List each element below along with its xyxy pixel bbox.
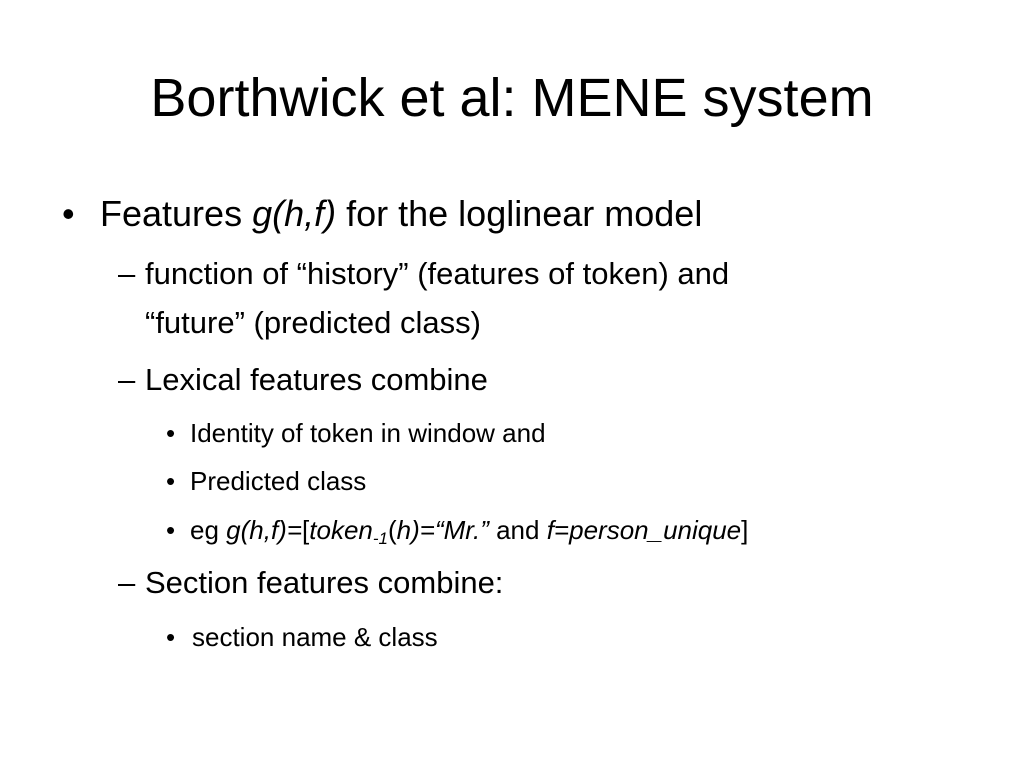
bullet-marker: • — [166, 622, 176, 652]
bullet-marker: • — [62, 193, 75, 234]
sub-bullet-function-line1: function of “history” (features of token) and — [145, 256, 730, 291]
example-h-eq: h)=“Mr.” — [396, 515, 489, 545]
item-section-name: section name & class — [192, 622, 438, 652]
example-token: token — [309, 515, 373, 545]
bullet-features — [100, 193, 702, 235]
example-subscript: -1 — [372, 529, 388, 548]
features-text-em: g(h,f) — [252, 193, 337, 234]
item-identity: Identity of token in window and — [190, 418, 546, 448]
bullet-marker: • — [166, 418, 176, 448]
item-example — [190, 515, 749, 548]
example-lbracket: [ — [302, 515, 310, 545]
bullet-marker: • — [166, 466, 176, 496]
item-predicted-class: Predicted class — [190, 466, 367, 496]
example-rbracket: ] — [741, 515, 749, 545]
example-and: and — [488, 515, 547, 545]
dash-marker: – — [118, 256, 136, 291]
sub-bullet-section: Section features combine: — [145, 565, 504, 600]
dash-marker: – — [118, 362, 136, 397]
slide-title: Borthwick et al: MENE system — [150, 68, 874, 128]
features-text-pre: Features — [100, 193, 253, 234]
example-paren: ( — [388, 515, 397, 545]
dash-marker: – — [118, 565, 136, 600]
example-eg: eg — [190, 515, 227, 545]
sub-bullet-lexical: Lexical features combine — [145, 362, 488, 397]
features-text-post: for the loglinear model — [336, 193, 703, 234]
bullet-marker: • — [166, 515, 176, 545]
example-ghf: g(h,f)= — [226, 515, 303, 545]
sub-bullet-function-line2: “future” (predicted class) — [145, 305, 481, 340]
example-f-eq: f=person_unique — [546, 515, 742, 545]
